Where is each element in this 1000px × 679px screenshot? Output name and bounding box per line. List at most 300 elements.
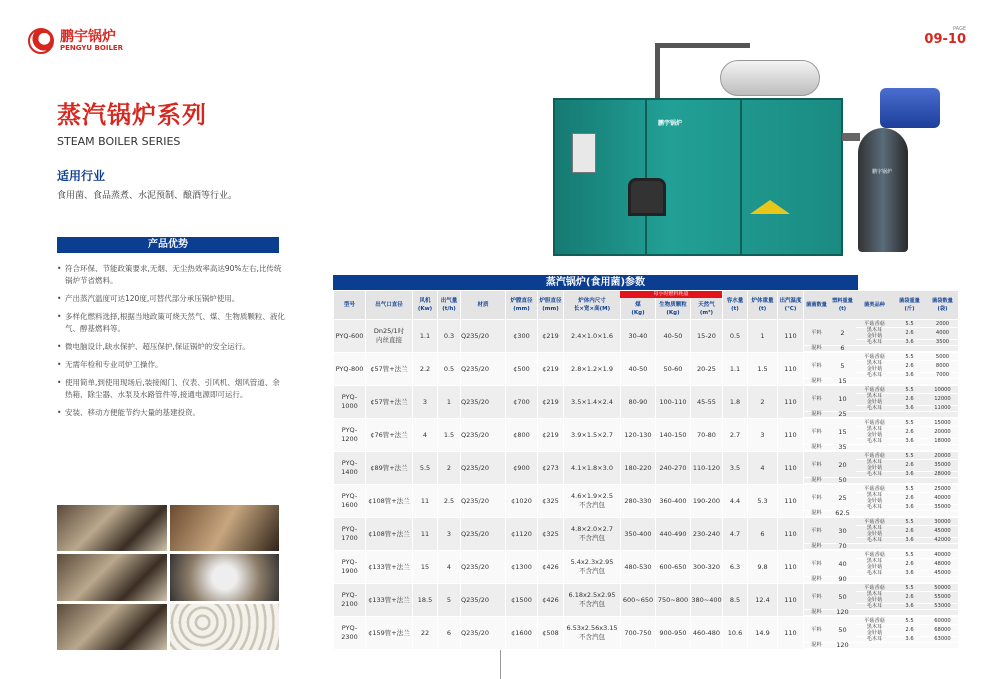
bag-weight: 2.6 [893, 526, 926, 538]
table-cell: ¢900 [506, 452, 538, 485]
mixed-label: 混料 [804, 577, 829, 583]
page-title: 蒸汽锅炉系列 [57, 101, 207, 129]
bag-weight: 5.5 [893, 354, 926, 361]
table-cell: 110 [778, 518, 804, 551]
mushroom-cell [804, 518, 959, 551]
advantage-item: • 符合环保、节能政策要求,无烟、无尘热效率高达90%左右,比传统锅炉节省燃料。 [57, 263, 287, 287]
species-name: 黑木耳 金针菇 [856, 625, 893, 637]
table-cell: 6.53x2.56x3.15 不含汽包 [564, 617, 621, 650]
table-cell: 70-80 [691, 419, 723, 452]
bag-weight: 2.6 [893, 493, 926, 505]
column-header: 炉体重量 (t) [748, 291, 778, 320]
table-row [334, 419, 959, 452]
mixed-label: 混料 [804, 643, 829, 649]
table-title: 蒸汽锅炉(食用菌)参数 [333, 275, 858, 290]
table-cell: 1.5 [438, 419, 461, 452]
bag-weight: 3.6 [893, 439, 926, 445]
mushroom-cell [804, 386, 959, 419]
bag-weight: 3.6 [893, 571, 926, 577]
table-cell: ¢219 [538, 419, 564, 452]
table-cell: PYQ-1600 [334, 485, 366, 518]
table-cell: Q235/20 [461, 353, 506, 386]
table-cell: ¢57管+法兰 [366, 353, 413, 386]
bag-count: 45000 [926, 526, 959, 538]
bag-weight: 3.6 [893, 637, 926, 643]
mushroom-cell [804, 551, 959, 584]
bag-weight: 2.6 [893, 427, 926, 439]
table-cell: ¢1300 [506, 551, 538, 584]
species-name: 黑木耳 金针菇 [856, 394, 893, 406]
bag-count: 50000 [926, 585, 959, 592]
boiler-product-image [550, 38, 945, 260]
table-cell: 120-130 [621, 419, 656, 452]
bag-weight: 3.6 [893, 340, 926, 346]
table-cell: 110 [778, 584, 804, 617]
industry-text: 食用菌、食品蒸煮、水泥预制、酿酒等行业。 [57, 191, 238, 201]
species-name: 黑木耳 金针菇 [856, 592, 893, 604]
table-cell: 140-150 [656, 419, 691, 452]
bag-weight: 2.6 [893, 592, 926, 604]
table-cell: 2.8×1.2×1.9 [564, 353, 621, 386]
flat-weight: 50 [829, 585, 856, 610]
bag-count: 15000 [926, 420, 959, 427]
table-cell: 4.1×1.8×3.0 [564, 452, 621, 485]
brand-logo [28, 28, 123, 54]
table-cell: 3.5×1.4×2.4 [564, 386, 621, 419]
bag-weight: 5.5 [893, 552, 926, 559]
table-cell: 240-270 [656, 452, 691, 485]
table-cell: 3.9×1.5×2.7 [564, 419, 621, 452]
flat-weight: 15 [829, 420, 856, 445]
table-cell: 5 [438, 584, 461, 617]
bag-count: 53000 [926, 604, 959, 610]
table-row [334, 452, 959, 485]
table-cell: 190-200 [691, 485, 723, 518]
table-cell: 50-60 [656, 353, 691, 386]
bag-count: 42000 [926, 538, 959, 544]
table-cell: 22 [413, 617, 438, 650]
column-header: 风机 (Kw) [413, 291, 438, 320]
mixed-label: 混料 [804, 478, 829, 484]
empty-cell [856, 610, 893, 616]
table-cell: PYQ-1400 [334, 452, 366, 485]
empty-cell [926, 643, 959, 649]
bag-count: 35000 [926, 505, 959, 511]
empty-cell [856, 643, 893, 649]
mixed-label: 混料 [804, 346, 829, 352]
bag-count: 20000 [926, 453, 959, 460]
table-cell: 110 [778, 386, 804, 419]
table-cell: 110 [778, 452, 804, 485]
bag-weight: 2.6 [893, 625, 926, 637]
species-name: 毛木耳 [856, 406, 893, 412]
mixed-weight: 70 [829, 544, 856, 550]
advantage-item: • 无需年检和专业司炉工操作。 [57, 359, 287, 371]
species-name: 毛木耳 [856, 538, 893, 544]
bag-count: 18000 [926, 439, 959, 445]
mushroom-cell [804, 584, 959, 617]
mushroom-cell [804, 320, 959, 353]
table-cell: ¢159管+法兰 [366, 617, 413, 650]
empty-cell [893, 346, 926, 352]
page-fold-line [500, 650, 501, 679]
table-cell: 360-400 [656, 485, 691, 518]
advantage-item: • 安装、移动方便能节约大量的基建投资。 [57, 407, 287, 419]
table-cell: Q235/20 [461, 419, 506, 452]
flat-label: 平料 [804, 585, 829, 610]
table-cell: 3 [413, 386, 438, 419]
logo-icon [28, 28, 54, 54]
table-cell: 750~800 [656, 584, 691, 617]
table-cell: 2.4×1.0×1.6 [564, 320, 621, 353]
table-cell: 15-20 [691, 320, 723, 353]
table-cell: 4.7 [723, 518, 748, 551]
bag-weight: 2.6 [893, 460, 926, 472]
table-cell: PYQ-2300 [334, 617, 366, 650]
table-cell: 600-650 [656, 551, 691, 584]
table-cell: 11 [413, 518, 438, 551]
table-cell: 380~400 [691, 584, 723, 617]
species-name: 平菇香菇 [856, 354, 893, 361]
table-cell: Q235/20 [461, 551, 506, 584]
species-name: 平菇香菇 [856, 585, 893, 592]
empty-cell [926, 610, 959, 616]
bag-count: 10000 [926, 387, 959, 394]
table-cell: 20-25 [691, 353, 723, 386]
table-cell: ¢508 [538, 617, 564, 650]
column-header: 煤 (Kg) [621, 291, 656, 320]
table-row [334, 551, 959, 584]
mixed-weight: 35 [829, 445, 856, 451]
table-cell: ¢108管+法兰 [366, 485, 413, 518]
column-header: 生物质颗粒 (Kg) [656, 291, 691, 320]
mixed-weight: 62.5 [829, 511, 856, 517]
table-cell: 5.4x2.3x2.95 不含汽包 [564, 551, 621, 584]
table-cell: 2 [438, 452, 461, 485]
table-cell: Q235/20 [461, 452, 506, 485]
mixed-label: 混料 [804, 445, 829, 451]
table-cell: 4 [413, 419, 438, 452]
table-cell: 2.7 [723, 419, 748, 452]
bag-count: 8000 [926, 361, 959, 373]
table-cell: ¢219 [538, 353, 564, 386]
species-name: 平菇香菇 [856, 321, 893, 328]
column-header: 菌菌数量 [806, 302, 827, 308]
table-cell: Dn25/1吋 内丝直接 [366, 320, 413, 353]
page-subtitle: STEAM BOILER SERIES [57, 135, 181, 148]
mixed-label: 混料 [804, 610, 829, 616]
bag-weight: 3.6 [893, 538, 926, 544]
column-header: 菌袋数量 (袋) [932, 298, 953, 312]
species-name: 平菇香菇 [856, 453, 893, 460]
empty-cell [926, 445, 959, 451]
table-cell: 2 [748, 386, 778, 419]
bag-weight: 3.6 [893, 373, 926, 379]
table-cell: 6.18x2.5x2.95 不含汽包 [564, 584, 621, 617]
column-header: 容水量 (t) [723, 291, 748, 320]
table-cell: ¢219 [538, 320, 564, 353]
table-cell: PYQ-1700 [334, 518, 366, 551]
bag-count: 11000 [926, 406, 959, 412]
table-cell: 40-50 [621, 353, 656, 386]
table-cell: 5.5 [413, 452, 438, 485]
empty-cell [856, 346, 893, 352]
column-header: 型号 [334, 291, 366, 320]
mushroom-column-headers [804, 291, 959, 320]
table-cell: ¢133管+法兰 [366, 584, 413, 617]
mushroom-photo-grid [57, 505, 279, 650]
table-row [334, 386, 959, 419]
column-header: 炉胆直径 (mm) [538, 291, 564, 320]
column-header: 出汽温度 (℃) [778, 291, 804, 320]
mixed-weight: 15 [829, 379, 856, 385]
bag-weight: 5.5 [893, 519, 926, 526]
table-cell: Q235/20 [461, 617, 506, 650]
table-cell: 4.4 [723, 485, 748, 518]
empty-cell [926, 544, 959, 550]
table-cell: ¢700 [506, 386, 538, 419]
table-cell: ¢325 [538, 518, 564, 551]
table-cell: 110 [778, 485, 804, 518]
advantage-item: • 产出蒸汽温度可达120度,可替代部分承压锅炉使用。 [57, 293, 287, 305]
bag-count: 55000 [926, 592, 959, 604]
empty-cell [893, 379, 926, 385]
table-cell: 6.3 [723, 551, 748, 584]
empty-cell [893, 643, 926, 649]
table-cell: 30-40 [621, 320, 656, 353]
species-name: 黑木耳 金针菇 [856, 559, 893, 571]
advantage-item: • 微电脑设计,缺水保护、超压保护,保证锅炉的安全运行。 [57, 341, 287, 353]
table-cell: ¢89管+法兰 [366, 452, 413, 485]
table-cell: 0.5 [438, 353, 461, 386]
flat-weight: 40 [829, 552, 856, 577]
species-name: 黑木耳 金针菇 [856, 460, 893, 472]
table-cell: Q235/20 [461, 386, 506, 419]
bag-count: 7000 [926, 373, 959, 379]
table-cell: 110 [778, 551, 804, 584]
table-cell: 480-530 [621, 551, 656, 584]
bag-weight: 3.6 [893, 604, 926, 610]
bag-weight: 2.6 [893, 559, 926, 571]
table-cell: ¢57管+法兰 [366, 386, 413, 419]
bag-count: 40000 [926, 552, 959, 559]
empty-cell [926, 412, 959, 418]
page-label: PAGE [952, 26, 966, 32]
table-cell: ¢76管+法兰 [366, 419, 413, 452]
flat-weight: 25 [829, 486, 856, 511]
species-name: 平菇香菇 [856, 519, 893, 526]
advantage-item: • 多样化燃料选择,根据当地政策可烧天然气、煤、生物质颗粒、液化气、醇基燃料等。 [57, 311, 287, 335]
column-header: 炉膛直径 (mm) [506, 291, 538, 320]
table-cell: ¢325 [538, 485, 564, 518]
table-cell: 100-110 [656, 386, 691, 419]
empty-cell [926, 478, 959, 484]
bag-weight: 5.5 [893, 486, 926, 493]
advantages-list [57, 263, 287, 425]
empty-cell [893, 511, 926, 517]
bag-count: 5000 [926, 354, 959, 361]
table-row [334, 584, 959, 617]
bag-count: 2000 [926, 321, 959, 328]
bag-weight: 5.5 [893, 420, 926, 427]
mushroom-cell [804, 353, 959, 386]
flat-label: 平料 [804, 486, 829, 511]
table-cell: 1.1 [413, 320, 438, 353]
flat-weight: 50 [829, 618, 856, 643]
table-cell: 2.2 [413, 353, 438, 386]
species-name: 平菇香菇 [856, 486, 893, 493]
empty-cell [856, 412, 893, 418]
column-header: 天然气 (m³) [691, 291, 723, 320]
mushroom-cell [804, 452, 959, 485]
table-cell: 15 [413, 551, 438, 584]
table-cell: 1.8 [723, 386, 748, 419]
flat-label: 平料 [804, 354, 829, 379]
table-cell: 350-400 [621, 518, 656, 551]
mixed-weight: 120 [829, 643, 856, 649]
bag-count: 3500 [926, 340, 959, 346]
flat-label: 平料 [804, 321, 829, 346]
table-cell: 0.3 [438, 320, 461, 353]
species-name: 毛木耳 [856, 373, 893, 379]
mixed-weight: 90 [829, 577, 856, 583]
bag-count: 63000 [926, 637, 959, 643]
empty-cell [926, 577, 959, 583]
bag-count: 12000 [926, 394, 959, 406]
bag-count: 60000 [926, 618, 959, 625]
flat-weight: 10 [829, 387, 856, 412]
brand-name-cn: 鹏宇锅炉 [60, 29, 116, 45]
table-cell: 300-320 [691, 551, 723, 584]
bag-count: 25000 [926, 486, 959, 493]
table-cell: 80-90 [621, 386, 656, 419]
bag-weight: 5.5 [893, 453, 926, 460]
empty-cell [893, 412, 926, 418]
table-cell: PYQ-800 [334, 353, 366, 386]
flat-weight: 30 [829, 519, 856, 544]
species-name: 平菇香菇 [856, 420, 893, 427]
table-cell: 45-55 [691, 386, 723, 419]
table-cell: 9.8 [748, 551, 778, 584]
fuel-consumption-group-header: 每小时燃料耗量 [620, 291, 722, 298]
table-cell: ¢426 [538, 551, 564, 584]
bag-count: 28000 [926, 472, 959, 478]
table-cell: Q235/20 [461, 584, 506, 617]
table-cell: 8.5 [723, 584, 748, 617]
bag-count: 35000 [926, 460, 959, 472]
table-cell: 280-330 [621, 485, 656, 518]
table-cell: 3.5 [723, 452, 748, 485]
bag-weight: 2.6 [893, 361, 926, 373]
species-name: 毛木耳 [856, 604, 893, 610]
table-cell: ¢426 [538, 584, 564, 617]
empty-cell [856, 511, 893, 517]
bag-count: 48000 [926, 559, 959, 571]
bag-count: 30000 [926, 519, 959, 526]
species-name: 平菇香菇 [856, 552, 893, 559]
bag-count: 4000 [926, 328, 959, 340]
empty-cell [856, 445, 893, 451]
table-cell: 1.1 [723, 353, 748, 386]
boiler-brand-label: 鹏宇锅炉 [658, 120, 683, 127]
empty-cell [856, 478, 893, 484]
table-cell: ¢300 [506, 320, 538, 353]
table-cell: 4.6×1.9×2.5 不含汽包 [564, 485, 621, 518]
photo [170, 505, 280, 551]
flat-label: 平料 [804, 519, 829, 544]
table-cell: Q235/20 [461, 518, 506, 551]
mushroom-cell [804, 617, 959, 650]
table-cell: 40-50 [656, 320, 691, 353]
column-header: 炉体内尺寸 长×宽×高(M) [564, 291, 621, 320]
mixed-label: 混料 [804, 511, 829, 517]
table-cell: ¢133管+法兰 [366, 551, 413, 584]
table-cell: Q235/20 [461, 485, 506, 518]
mixed-weight: 50 [829, 478, 856, 484]
bag-weight: 5.5 [893, 618, 926, 625]
column-header: 塑料重量 (t) [832, 298, 853, 312]
industry-heading: 适用行业 [57, 169, 106, 183]
species-name: 黑木耳 金针菇 [856, 427, 893, 439]
advantage-item: • 使用简单,到使用现场后,装接阀门、仪表、引风机、烟风管道、余热箱、除尘器、水泵及水路管件等,接通电源即可运行。 [57, 377, 287, 401]
flat-weight: 2 [829, 321, 856, 346]
table-cell: 900-950 [656, 617, 691, 650]
table-cell: 4 [748, 452, 778, 485]
table-cell: 230-240 [691, 518, 723, 551]
table-cell: ¢1600 [506, 617, 538, 650]
table-cell: 2.5 [438, 485, 461, 518]
flat-weight: 5 [829, 354, 856, 379]
chimney-brand-label: 鹏宇锅炉 [872, 169, 893, 175]
table-cell: 1.5 [748, 353, 778, 386]
bag-weight: 5.5 [893, 387, 926, 394]
advantages-heading: 产品优势 [57, 237, 279, 253]
table-cell: Q235/20 [461, 320, 506, 353]
photo [57, 554, 167, 600]
photo [57, 604, 167, 650]
table-cell: 440-490 [656, 518, 691, 551]
flat-label: 平料 [804, 387, 829, 412]
bag-count: 45000 [926, 571, 959, 577]
empty-cell [893, 610, 926, 616]
empty-cell [856, 544, 893, 550]
species-name: 毛木耳 [856, 472, 893, 478]
table-cell: 460-480 [691, 617, 723, 650]
table-cell: 110 [778, 353, 804, 386]
empty-cell [926, 346, 959, 352]
table-cell: ¢1020 [506, 485, 538, 518]
bag-count: 68000 [926, 625, 959, 637]
table-cell: 4 [438, 551, 461, 584]
bag-weight: 5.5 [893, 585, 926, 592]
empty-cell [926, 511, 959, 517]
table-cell: 0.5 [723, 320, 748, 353]
table-cell: 4.8×2.0×2.7 不含汽包 [564, 518, 621, 551]
column-header: 菌袋重量 (斤) [899, 298, 920, 312]
empty-cell [893, 577, 926, 583]
table-cell: 11 [413, 485, 438, 518]
table-cell: 6 [438, 617, 461, 650]
table-cell: 10.6 [723, 617, 748, 650]
column-header: 出气量 (t/h) [438, 291, 461, 320]
mixed-label: 混料 [804, 544, 829, 550]
mushroom-cell [804, 485, 959, 518]
mixed-weight: 120 [829, 610, 856, 616]
bag-weight: 3.6 [893, 406, 926, 412]
table-cell: ¢1500 [506, 584, 538, 617]
table-cell: 1 [438, 386, 461, 419]
bag-count: 40000 [926, 493, 959, 505]
